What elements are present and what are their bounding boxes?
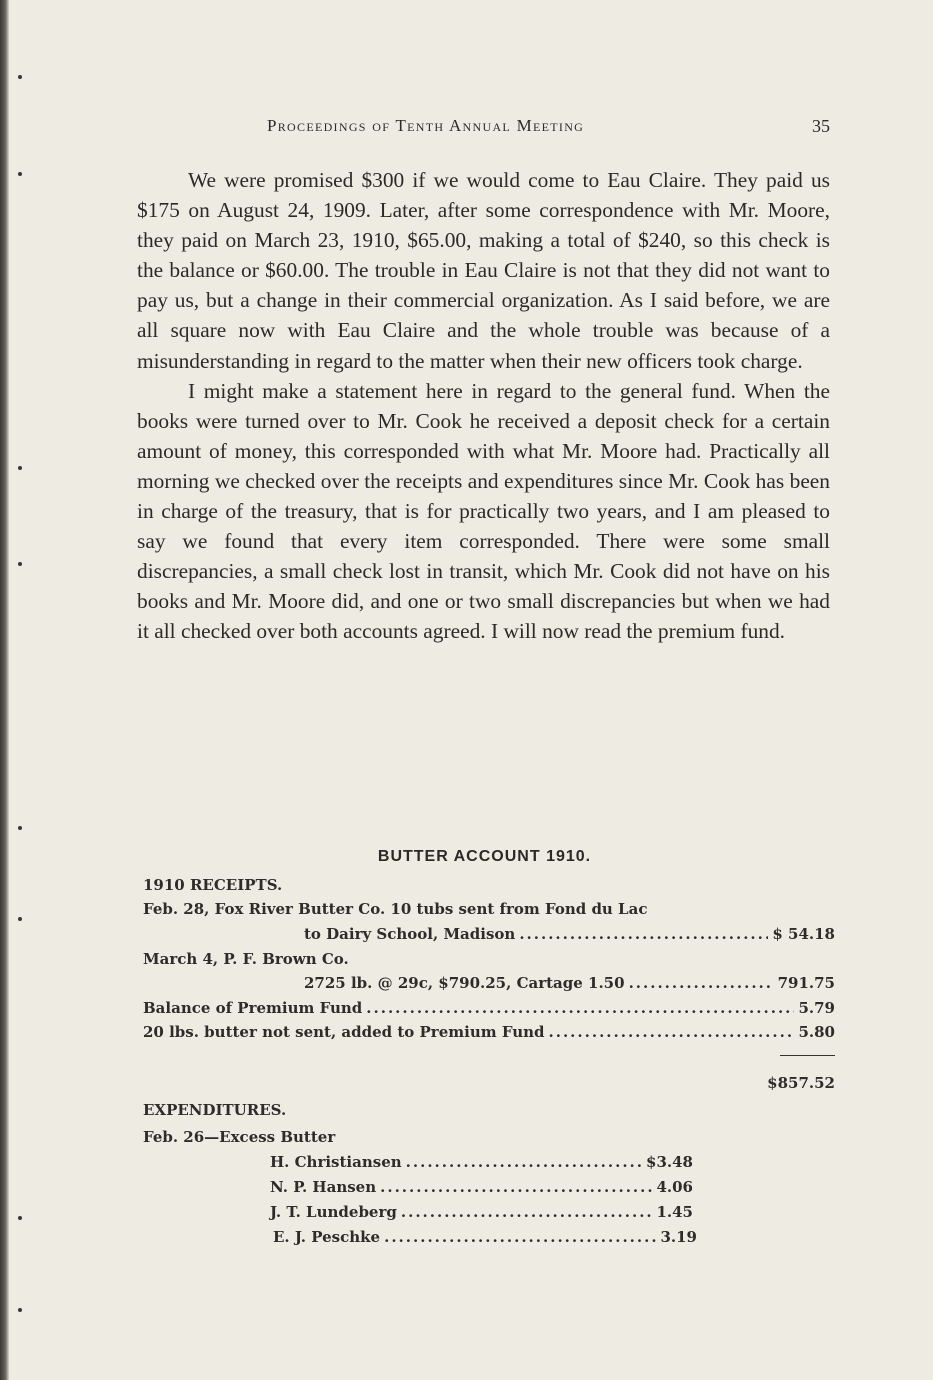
receipt-line: March 4, P. F. Brown Co.: [143, 950, 349, 968]
leader-dots: [629, 974, 774, 992]
receipt-amount: 791.75: [777, 974, 835, 992]
leader-dots: [380, 1178, 652, 1196]
margin-mark: [18, 75, 22, 79]
expenditure-entry: [270, 1178, 693, 1196]
receipt-amount: 5.79: [798, 999, 835, 1017]
body-text: [137, 165, 830, 647]
receipt-line: Feb. 28, Fox River Butter Co. 10 tubs sent from Fond du Lac: [143, 900, 648, 918]
receipt-entry: [304, 974, 835, 992]
leader-dots: [519, 925, 768, 943]
paragraph: I might make a statement here in regard to the general fund. When the books were turned over to Mr. Cook he received a deposit check for a certain amount of money, this corresponded with what Mr. Moore had. Practically all morning we checked over the receipts and expenditures since Mr. Cook has been in charge of the treasury, that is for practically two years, and I am pleased to say we found that every item corresponded. There were some small discrepancies, a small check lost in transit, which Mr. Cook did not have on his books and Mr. Moore did, and one or two small discrepancies but when we had it all checked over both accounts agreed. I will now read the premium fund.: [137, 378, 830, 644]
expenditure-entry: [270, 1153, 693, 1171]
margin-mark: [18, 826, 22, 830]
expenditure-amount: $3.48: [646, 1153, 693, 1171]
running-title: Proceedings of Tenth Annual Meeting: [267, 116, 585, 135]
receipts-heading: 1910 RECEIPTS.: [143, 876, 283, 894]
margin-mark: [18, 1216, 22, 1220]
margin-mark: [18, 917, 22, 921]
leader-dots: [549, 1023, 795, 1041]
margin-mark: [18, 1308, 22, 1312]
leader-dots: [401, 1203, 653, 1221]
receipt-amount: 5.80: [798, 1023, 835, 1041]
margin-mark: [18, 172, 22, 176]
leader-dots: [384, 1228, 656, 1246]
expenditures-subheading: Feb. 26—Excess Butter: [143, 1128, 336, 1146]
page-number: 35: [812, 116, 830, 136]
receipt-entry: [143, 1023, 835, 1041]
receipt-entry: [143, 999, 835, 1017]
expenditure-name: H. Christiansen: [270, 1153, 402, 1171]
expenditure-entry: [273, 1228, 697, 1246]
receipt-description: 2725 lb. @ 29c, $790.25, Cartage 1.50: [304, 974, 625, 992]
receipt-description: to Dairy School, Madison: [304, 925, 516, 943]
paragraph: We were promised $300 if we would come to Eau Claire. They paid us $175 on August 24, 1909. Later, after some correspondence with Mr. Moore, they paid on March 23, 1910, $65.00, making a total of $240, so this check is the balance or $60.00. The trouble in Eau Claire is not that they did not want to pay us, but a change in their commercial organization. As I said before, we are all square now with Eau Claire and the whole trouble was because of a misunderstanding in regard to the matter when their new officers took charge.: [137, 168, 830, 373]
expenditure-amount: 4.06: [656, 1178, 693, 1196]
margin-mark: [18, 562, 22, 566]
receipt-description: 20 lbs. butter not sent, added to Premium Fund: [143, 1023, 545, 1041]
book-binding-edge: [0, 0, 9, 1380]
total-rule: [780, 1055, 835, 1056]
expenditure-entry: [270, 1203, 693, 1221]
account-heading: BUTTER ACCOUNT 1910.: [377, 848, 592, 865]
leader-dots: [366, 999, 794, 1017]
expenditure-name: J. T. Lundeberg: [270, 1203, 397, 1221]
receipt-amount: $ 54.18: [772, 925, 835, 943]
expenditure-name: E. J. Peschke: [273, 1228, 381, 1246]
expenditure-amount: 3.19: [660, 1228, 697, 1246]
expenditure-name: N. P. Hansen: [270, 1178, 377, 1196]
leader-dots: [406, 1153, 642, 1171]
receipts-total: $857.52: [767, 1074, 835, 1092]
expenditures-heading: EXPENDITURES.: [143, 1101, 287, 1119]
expenditure-amount: 1.45: [656, 1203, 693, 1221]
receipt-entry: [304, 925, 835, 943]
receipt-description: Balance of Premium Fund: [143, 999, 363, 1017]
margin-mark: [18, 466, 22, 470]
